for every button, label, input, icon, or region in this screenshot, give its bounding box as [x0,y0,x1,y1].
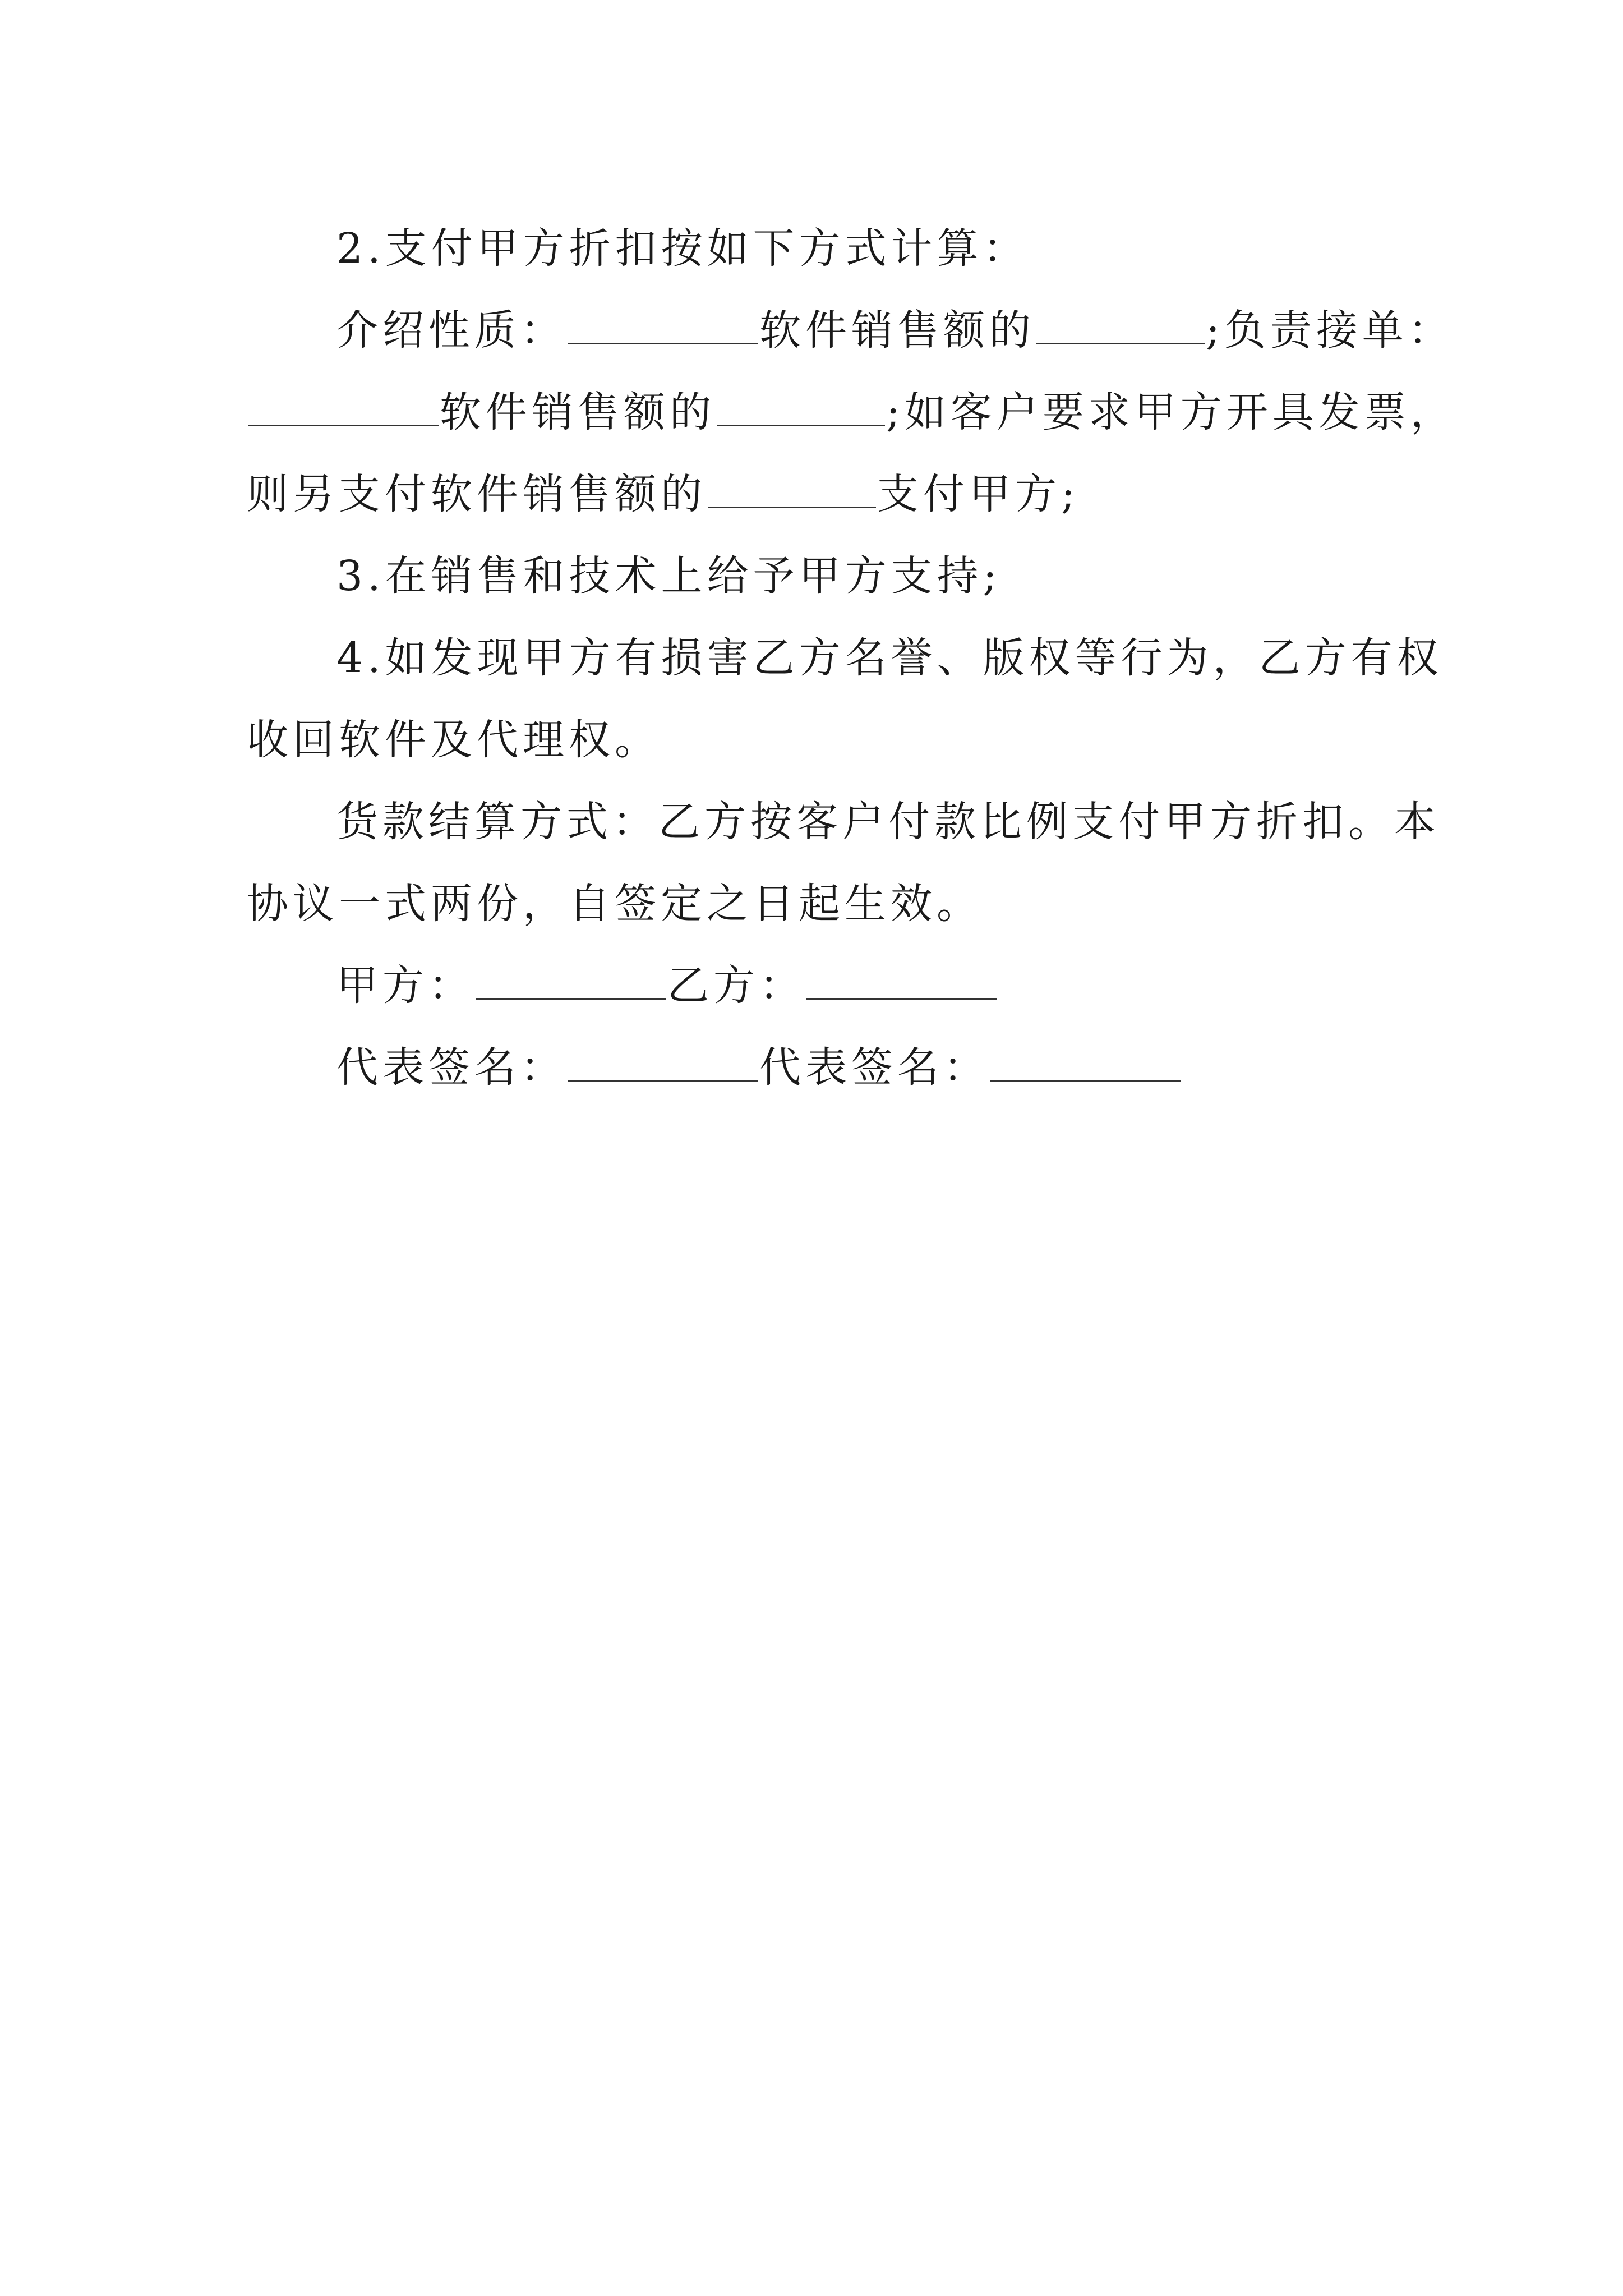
paragraph-line [247,208,1424,289]
fill-blank[interactable] [1036,296,1205,344]
paragraph-line [247,371,1456,453]
signature-a-blank[interactable] [568,1033,758,1082]
document-body [247,208,1456,1108]
fill-blank[interactable] [248,378,439,426]
paragraph-line [247,863,1424,945]
line-text: 介绍性质： [336,306,566,355]
party-a-blank[interactable] [476,951,666,1000]
signature-a-label: 代表签名： [336,1043,566,1092]
line-text: 则另支付软件销售额的 [247,470,707,518]
paragraph-line [247,289,1454,371]
line-text: 3.在销售和技术上给予甲方支持; [336,552,1002,600]
paragraph-line [247,535,1424,617]
line-text: 支付甲方; [877,470,1080,518]
party-b-blank[interactable] [806,951,997,1000]
line-text: 软件销售额的 [759,306,1035,355]
signature-b-blank[interactable] [990,1033,1181,1082]
fill-blank[interactable] [708,459,876,508]
party-line [247,945,1424,1027]
line-text: 收回软件及代理权。 [247,716,661,764]
line-text: 4.如发现甲方有损害乙方名誉、版权等行为，乙方有权 [336,634,1443,682]
paragraph-line [247,781,1440,863]
signature-b-label: 代表签名： [759,1043,989,1092]
paragraph-line [247,699,1424,781]
line-text: 2.支付甲方折扣按如下方式计算： [336,224,1029,273]
line-text: 货款结算方式：乙方按客户付款比例支付甲方折扣。本 [336,798,1440,846]
fill-blank[interactable] [568,296,758,344]
line-text: 软件销售额的 [440,388,716,436]
fill-blank[interactable] [717,378,885,426]
party-b-label: 乙方： [667,961,805,1010]
paragraph-line [247,453,1424,535]
party-a-label: 甲方： [336,961,474,1010]
signature-line [247,1027,1424,1108]
line-text: 协议一式两份，自签定之日起生效。 [247,880,983,928]
line-text: ;如客户要求甲方开具发票， [886,388,1456,436]
line-text: ;负责接单： [1206,306,1454,355]
paragraph-line [247,617,1443,699]
